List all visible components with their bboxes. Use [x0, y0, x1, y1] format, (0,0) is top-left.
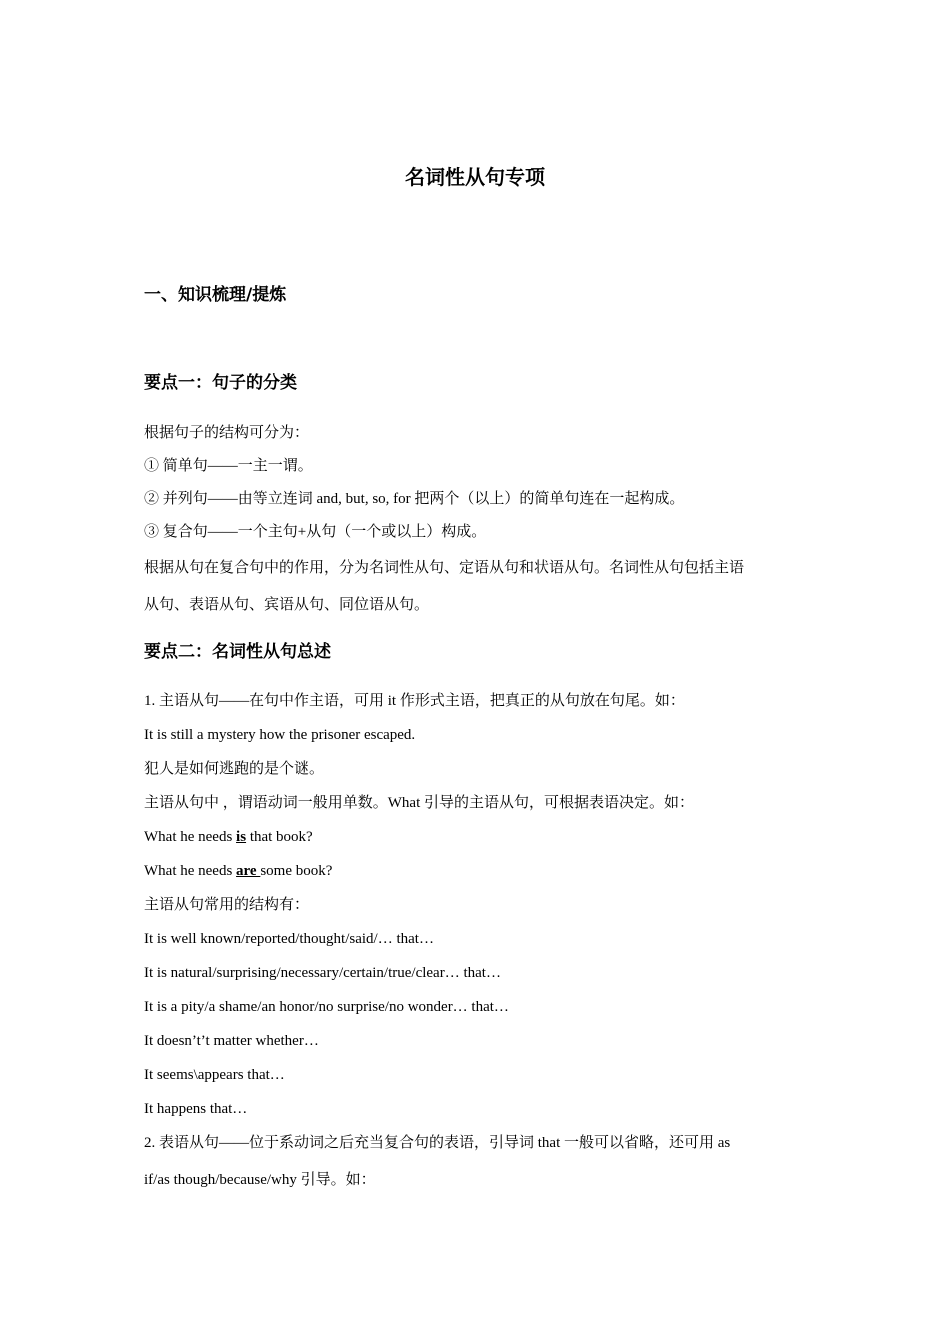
paragraph-line: 根据句子的结构可分为： — [144, 425, 310, 441]
structure-pattern: It is a pity/a shame/an honor/no surprise/no wonder… that… — [144, 999, 509, 1015]
section-heading-knowledge: 一、知识梳理/提炼 — [144, 285, 287, 305]
document-title: 名词性从句专项 — [405, 165, 545, 189]
structure-pattern: It doesn’t’t matter whether… — [144, 1033, 319, 1049]
example-text: What he needs — [144, 829, 237, 845]
paragraph-line: 主语从句常用的结构有： — [144, 897, 310, 913]
paragraph-line: if/as though/because/why 引导。如： — [144, 1172, 376, 1188]
paragraph-line: 2. 表语从句——位于系动词之后充当复合句的表语，引导词 that 一般可以省略，还可用 as — [144, 1135, 731, 1151]
structure-pattern: It happens that… — [144, 1101, 248, 1117]
structure-pattern: It seems\appears that… — [144, 1067, 285, 1083]
point-2-heading: 要点二：名词性从句总述 — [144, 642, 331, 662]
paragraph-line: 1. 主语从句——在句中作主语，可用 it 作形式主语，把真正的从句放在句尾。如： — [144, 693, 685, 709]
paragraph-line: ① 简单句——一主一谓。 — [144, 458, 313, 474]
paragraph-line: 从句、表语从句、宾语从句、同位语从句。 — [144, 597, 430, 613]
structure-pattern: It is natural/surprising/necessary/certain/true/clear… that… — [144, 965, 501, 981]
paragraph-line: 根据从句在复合句中的作用，分为名词性从句、定语从句和状语从句。名词性从句包括主语 — [144, 560, 745, 576]
example-text: some book? — [260, 863, 333, 879]
example-sentence — [144, 860, 332, 882]
example-sentence — [144, 826, 313, 848]
paragraph-line: ② 并列句——由等立连词 and, but, so, for 把两个（以上）的简单句连在一起构成。 — [144, 491, 685, 507]
example-text: What he needs — [144, 863, 237, 879]
paragraph-line: 主语从句中 ，谓语动词一般用单数。What 引导的主语从句，可根据表语决定。如： — [144, 795, 694, 811]
example-translation: 犯人是如何逃跑的是个谜。 — [144, 761, 325, 777]
point-1-heading: 要点一：句子的分类 — [144, 373, 297, 393]
emphasized-verb: are — [236, 863, 261, 879]
emphasized-verb: is — [236, 829, 247, 845]
example-text: that book? — [246, 829, 313, 845]
structure-pattern: It is well known/reported/thought/said/… that… — [144, 931, 434, 947]
paragraph-line: ③ 复合句——一个主句+从句（一个或以上）构成。 — [144, 524, 487, 540]
example-sentence: It is still a mystery how the prisoner escaped. — [144, 727, 416, 743]
